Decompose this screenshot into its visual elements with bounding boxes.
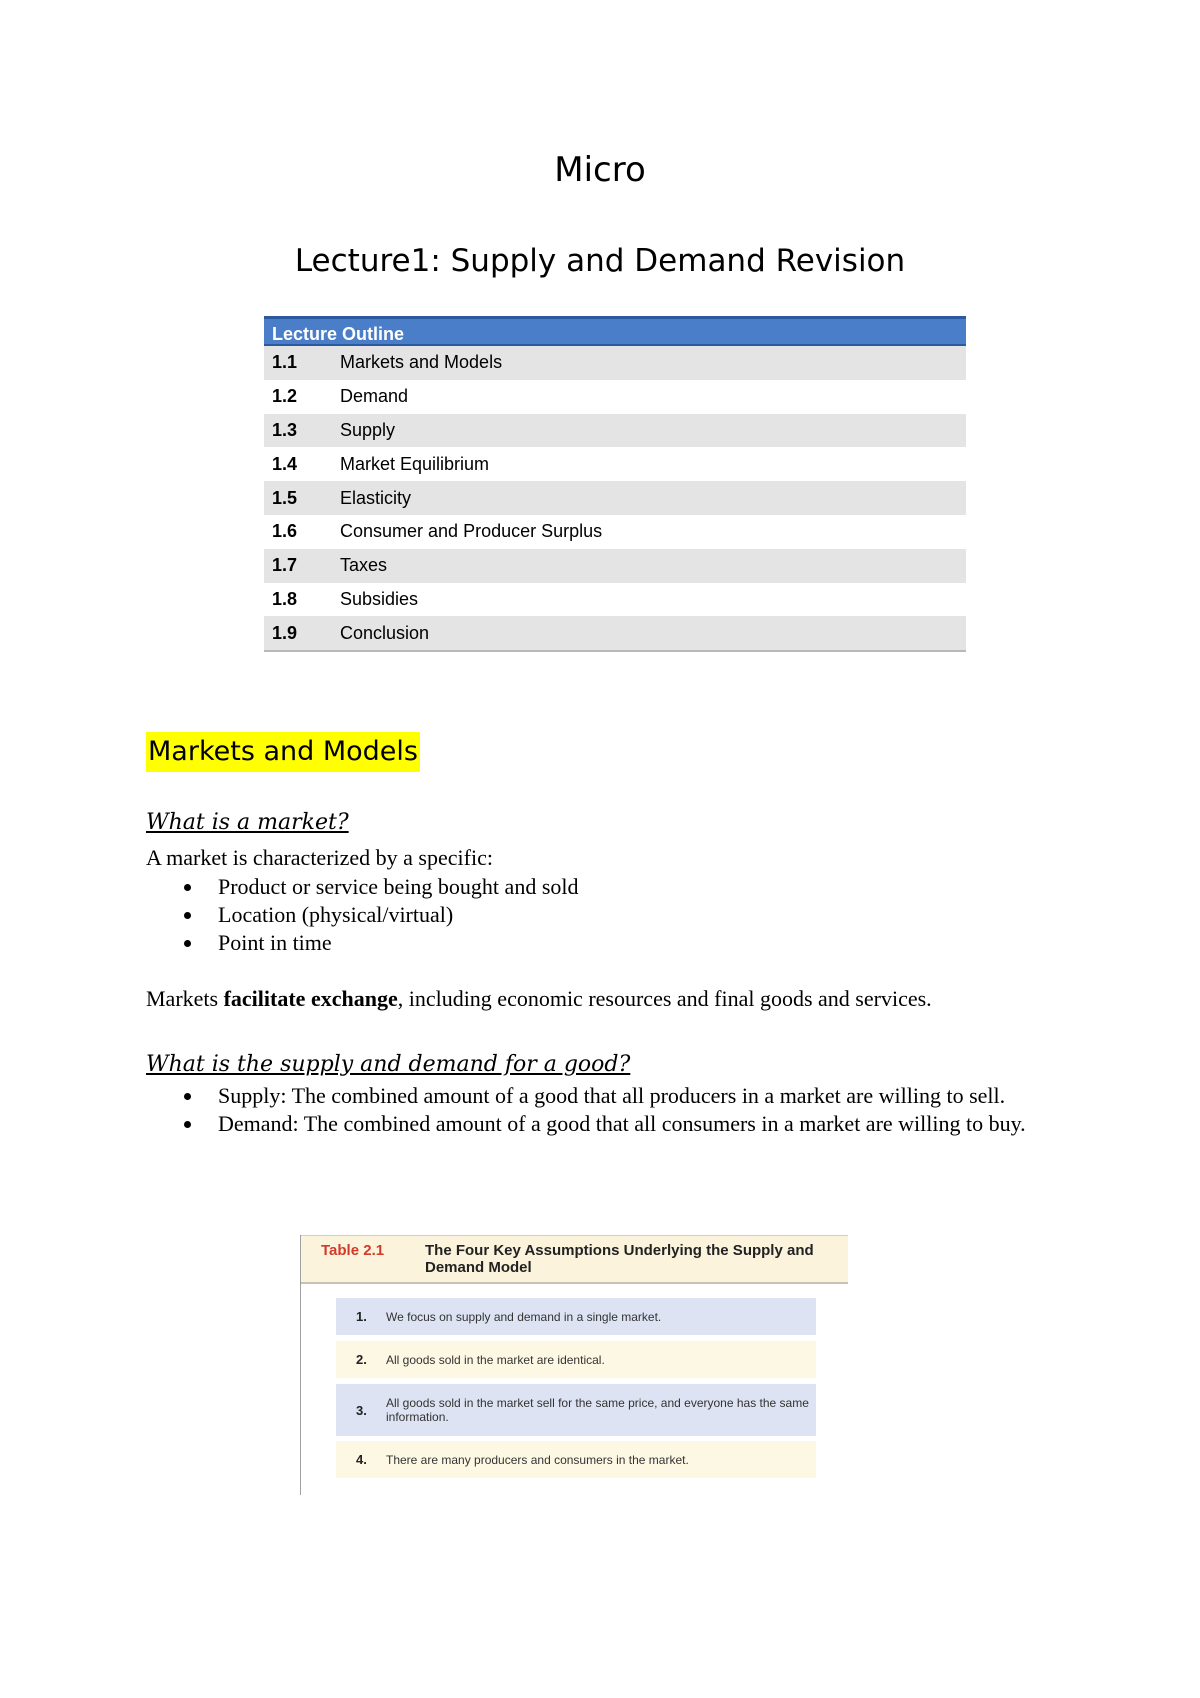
assumption-number: 3. [356,1402,367,1418]
figure-tag: Table 2.1 [321,1242,385,1259]
assumption-number: 4. [356,1452,367,1467]
document-title: Micro [554,150,646,190]
list-item [146,1082,1066,1110]
outline-label: Elasticity [340,487,412,508]
assumption-row [336,1441,816,1478]
outline-label: Taxes [340,555,388,576]
outline-row [264,481,966,515]
outline-number: 1.4 [272,453,298,474]
section-heading: Markets and Models [146,732,420,772]
intro-paragraph: A market is characterized by a specific: [146,845,493,870]
market-characteristics-list [146,873,579,957]
list-item-text: Product or service being bought and sold [218,874,579,899]
outline-number: 1.9 [272,622,298,643]
outline-row [264,616,966,650]
document-subtitle: Lecture1: Supply and Demand Revision [294,243,906,279]
bullet-icon [184,912,191,919]
outline-row [264,346,966,380]
outline-row [264,414,966,448]
assumption-text: We focus on supply and demand in a single market. [386,1309,662,1324]
figure-title: The Four Key Assumptions Underlying the Supply and Demand Model [425,1242,814,1276]
outline-label: Demand [340,386,409,407]
outline-bottom-rule [264,650,966,652]
assumption-number: 2. [356,1352,367,1367]
outline-number: 1.7 [272,555,298,576]
bullet-icon [184,1121,191,1128]
lecture-outline-header: Lecture Outline [264,316,966,346]
lecture-outline-rows [264,346,966,650]
outline-label: Supply [340,419,396,440]
list-item-text: Point in time [218,930,332,955]
assumption-text: There are many producers and consumers in the market. [386,1452,689,1467]
assumption-text: All goods sold in the market are identical. [386,1352,605,1367]
assumption-row [336,1384,816,1436]
question-heading: What is the supply and demand for a good? [146,1052,631,1077]
table-2-1-figure [300,1235,848,1495]
lecture-outline-table [264,316,966,652]
outline-label: Consumer and Producer Surplus [340,521,603,542]
supply-demand-list [146,1082,1066,1138]
exchange-text-end: , including economic resources and final goods and services. [397,986,932,1011]
assumption-text: All goods sold in the market sell for the same price, and everyone has the same information. [386,1396,809,1424]
list-item [146,1110,1066,1138]
exchange-text-start: Markets [146,986,224,1011]
outline-number: 1.8 [272,588,298,609]
outline-row [264,549,966,583]
outline-number: 1.2 [272,386,298,407]
figure-header [301,1235,848,1284]
outline-number: 1.1 [272,352,298,373]
list-item [146,873,579,901]
outline-row [264,380,966,414]
outline-row [264,515,966,549]
assumption-row [336,1341,816,1378]
list-item-text: Supply: The combined amount of a good that all producers in a market are willing to sell. [218,1083,1006,1108]
outline-number: 1.3 [272,419,298,440]
bullet-icon [184,884,191,891]
outline-row [264,447,966,481]
bullet-icon [184,1093,191,1100]
outline-number: 1.5 [272,487,298,508]
list-item-text: Location (physical/virtual) [218,902,454,927]
assumption-number: 1. [356,1309,367,1324]
list-item [146,929,579,957]
exchange-paragraph [146,986,932,1012]
outline-label: Conclusion [340,622,430,643]
exchange-bold-text: facilitate exchange [223,986,398,1011]
assumption-row [336,1298,816,1335]
outline-row [264,583,966,617]
list-item-text: Demand: The combined amount of a good that all consumers in a market are willing to buy. [218,1111,1026,1136]
outline-label: Subsidies [340,588,419,609]
outline-number: 1.6 [272,521,298,542]
outline-label: Markets and Models [340,352,503,373]
question-heading: What is a market? [146,810,349,835]
list-item [146,901,579,929]
bullet-icon [184,940,191,947]
outline-label: Market Equilibrium [340,453,490,474]
